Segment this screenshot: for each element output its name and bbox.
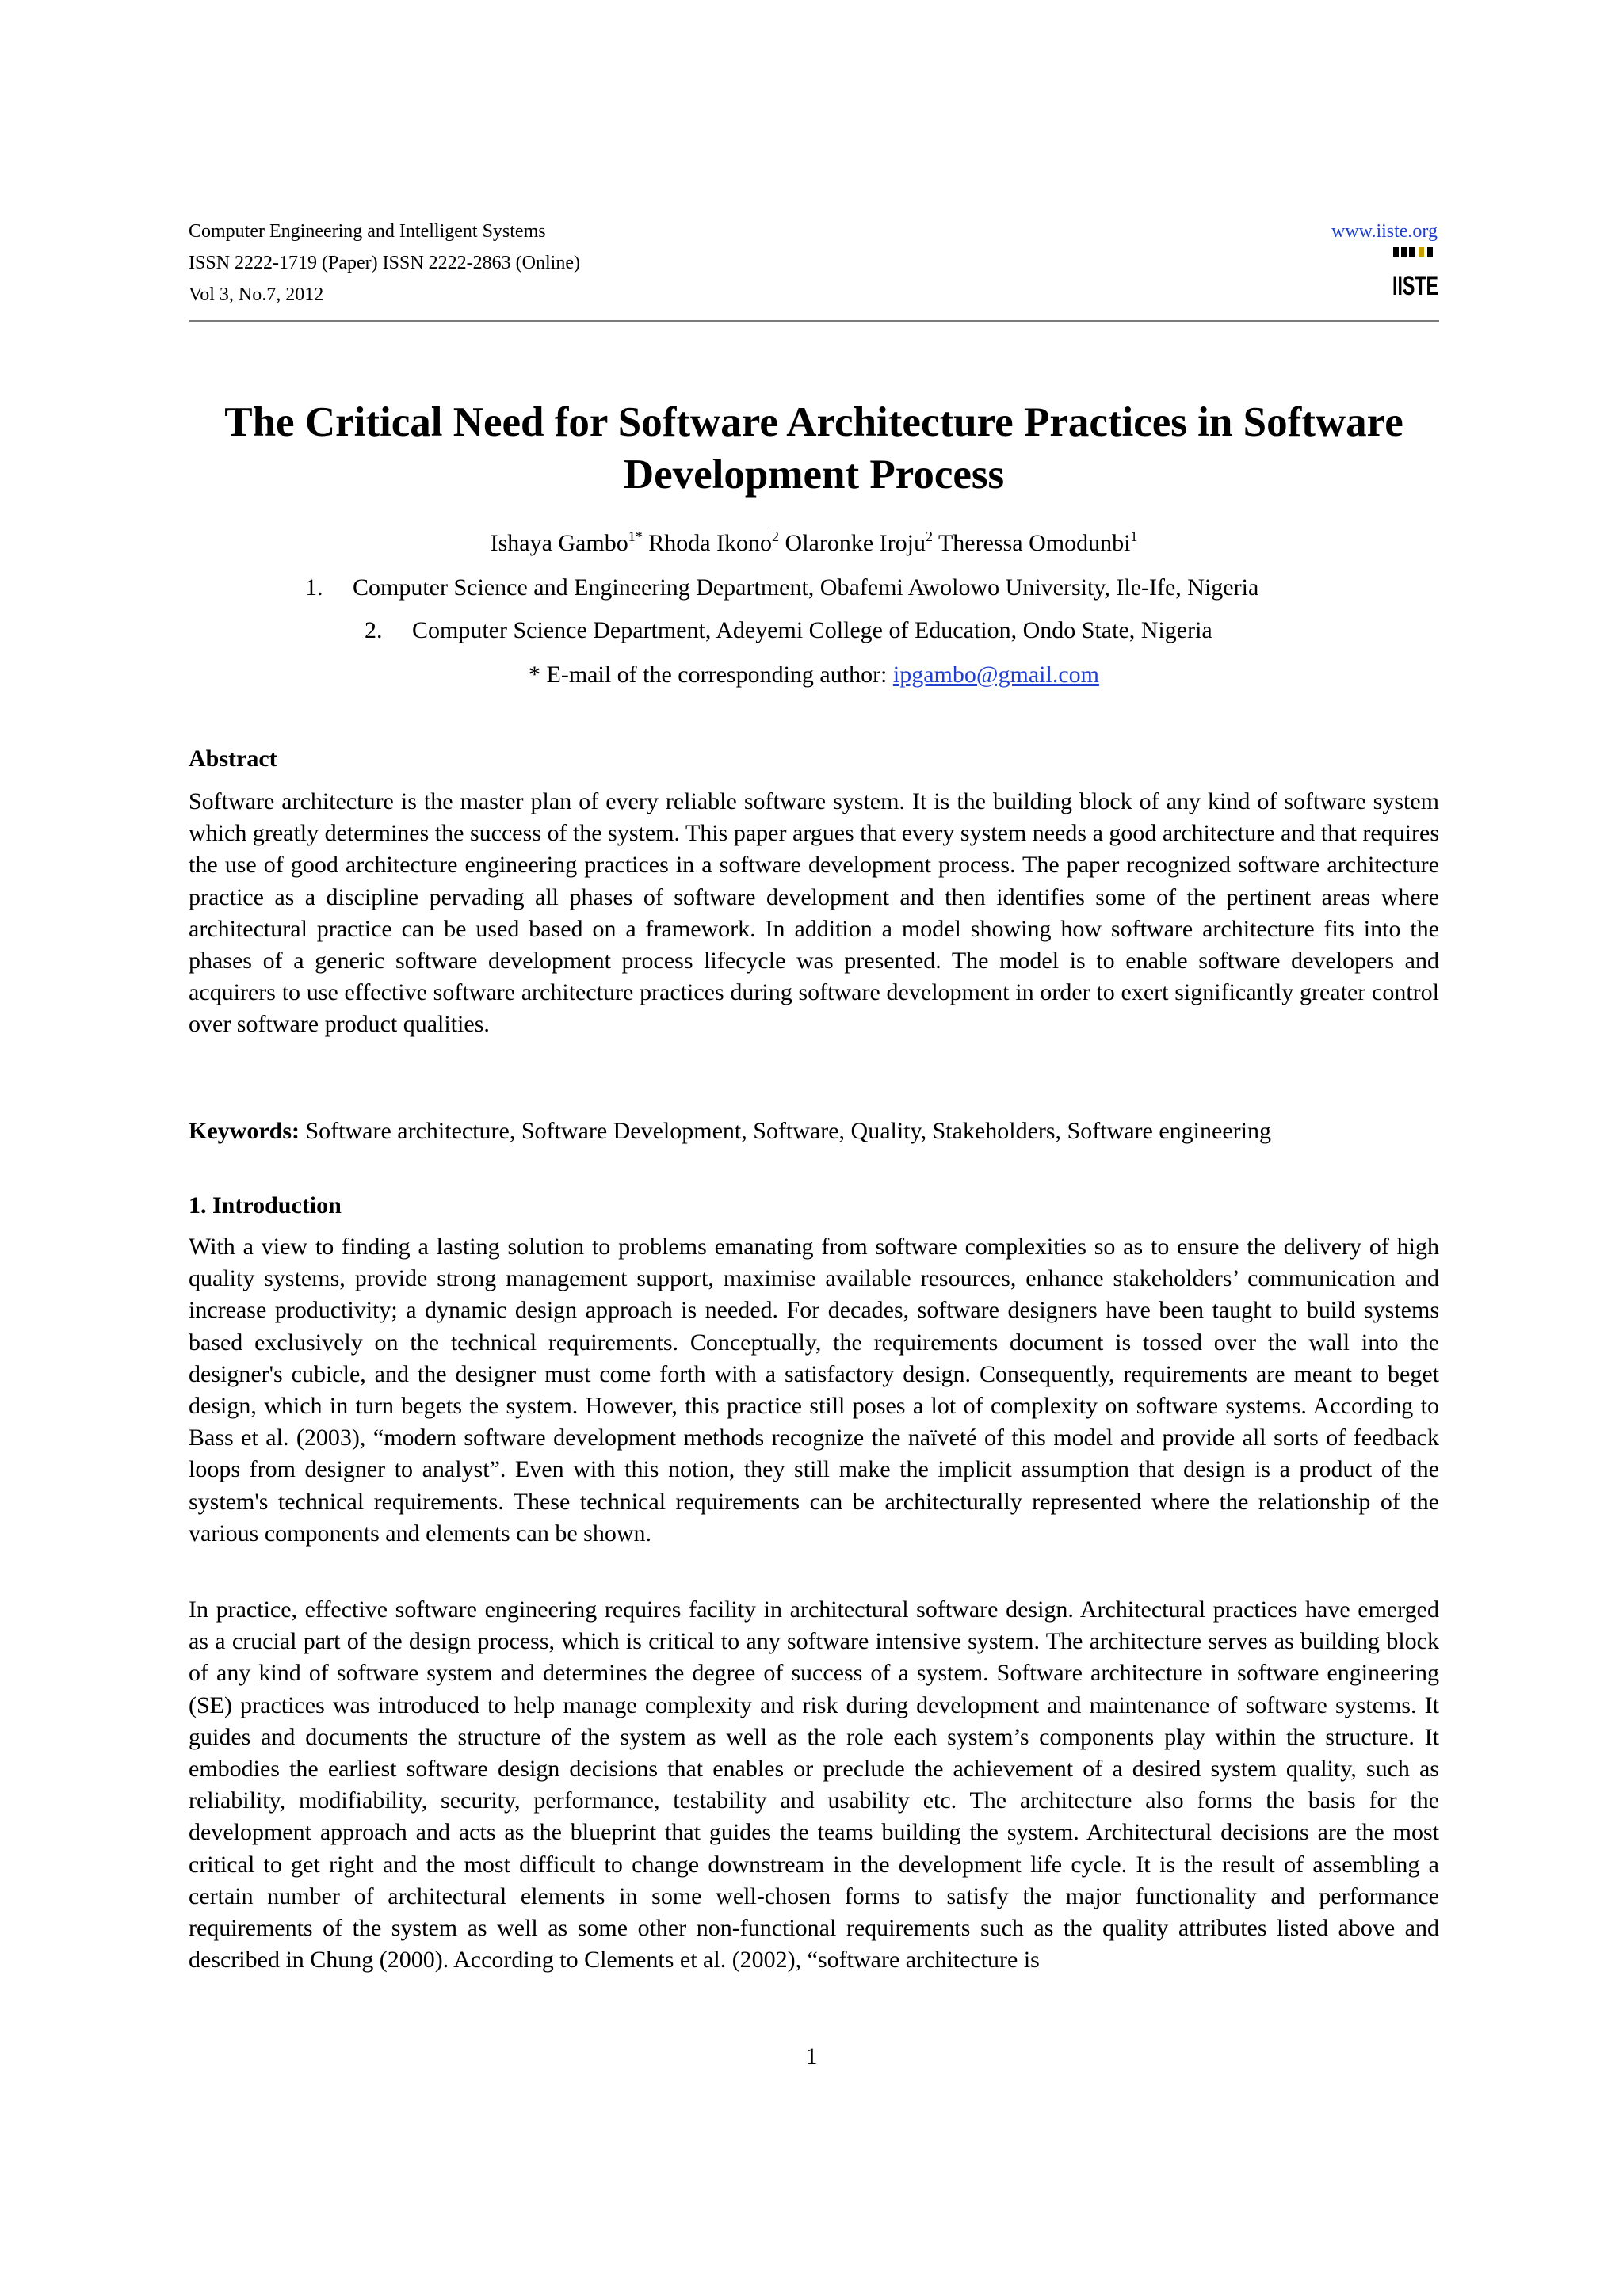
introduction-heading: 1. Introduction bbox=[189, 1192, 342, 1219]
volume-line: Vol 3, No.7, 2012 bbox=[189, 284, 324, 305]
journal-name: Computer Engineering and Intelligent Systems bbox=[189, 221, 546, 242]
author-name: Theressa Omodunbi bbox=[938, 530, 1131, 556]
svg-text:IISTE: IISTE bbox=[1392, 271, 1438, 301]
author-affiliation-mark: 1 bbox=[1130, 528, 1138, 544]
page-number: 1 bbox=[805, 2043, 818, 2069]
author-affiliation-mark: 1* bbox=[628, 528, 643, 544]
abstract-text: Software architecture is the master plan of every reliable software system. It is the building block of any kind of software system which greatly determines the success of the system. This paper argues that every system needs a good architecture and that requires the use of good architecture engineering practices in a software development process. The paper recognized software architecture practice as a discipline pervading all phases of software development and then identifies some of the pertinent areas where architectural practice can be used based on a framework. In addition a model showing how software architecture fits into the phases of a generic software development process lifecycle was presented. The model is to enable software developers and acquirers to use effective software architecture practices during software development in order to exert significantly greater control over software product qualities. bbox=[189, 788, 1439, 1038]
keywords-label: Keywords: bbox=[189, 1118, 300, 1144]
header-rule bbox=[189, 320, 1439, 322]
affiliation-2 bbox=[365, 613, 1212, 648]
author-name: Olaronke Iroju bbox=[785, 530, 926, 556]
issn-line: ISSN 2222-1719 (Paper) ISSN 2222-2863 (Online) bbox=[189, 253, 580, 273]
author-name: Rhoda Ikono bbox=[648, 530, 773, 556]
iiste-logo-icon bbox=[1392, 246, 1439, 299]
author-affiliation-mark: 2 bbox=[772, 528, 780, 544]
affiliation-number: 1. bbox=[305, 574, 323, 601]
abstract-heading: Abstract bbox=[189, 746, 277, 772]
introduction-paragraph-2: In practice, effective software engineering requires facility in architectural software design. Architectural practices have emerged as a crucial part of the design process, which is critical to any software intensive system. The architecture serves as building block of any kind of software system and determines the degree of success of a system. Software architecture in software engineering (SE) practices was introduced to help manage complexity and risk during development and maintenance of software systems. It guides and documents the structure of the system as well as the role each system’s components play within the structure. It embodies the earliest software design decisions that enables or preclude the achievement of a desired system quality, such as reliability, modifiability, security, performance, testability and usability etc. The architecture also forms the basis for the development approach and acts as the blueprint that guides the teams building the system. Architectural decisions are the most critical to get right and the most difficult to change downstream in the development life cycle. It is the result of assembling a certain number of architectural elements in some well-chosen forms to satisfy the major functionality and performance requirements of the system as well as some other non-functional requirements such as the quality attributes listed above and described in Chung (2000). According to Clements et al. (2002), “software architecture is bbox=[189, 1596, 1439, 1974]
affiliation-text: Computer Science and Engineering Department, Obafemi Awolowo University, Ile-Ife, Nigeria bbox=[353, 574, 1259, 601]
author-name: Ishaya Gambo bbox=[490, 530, 628, 556]
email-link[interactable]: ipgambo@gmail.com bbox=[892, 662, 1099, 688]
introduction-paragraph-1: With a view to finding a lasting solution to problems emanating from software complexities so as to ensure the delivery of high quality systems, provide strong management support, maximise available resources, enhance stakeholders’ communication and increase productivity; a dynamic design approach is needed. For decades, software designers have been taught to build systems based exclusively on the technical requirements. Conceptually, the requirements document is tossed over the wall into the designer's cubicle, and the designer must come forth with a satisfactory design. Consequently, requirements are meant to beget design, which in turn begets the system. However, this practice still poses a lot of complexity on software systems. According to Bass et al. (2003), “modern software development methods recognize the naïveté of this model and provide all sorts of feedback loops from designer to analyst”. Even with this notion, they still make the implicit assumption that design is a product of the system's technical requirements. These technical requirements can be architecturally represented where the relationship of the various components and elements can be shown. bbox=[189, 1234, 1439, 1547]
keywords-text: Software architecture, Software Development, Software, Quality, Stakeholders, Software engineering bbox=[299, 1118, 1271, 1144]
affiliation-text: Computer Science Department, Adeyemi College of Education, Ondo State, Nigeria bbox=[412, 617, 1212, 643]
website-link[interactable]: www.iiste.org bbox=[1331, 221, 1438, 242]
affiliation-1 bbox=[305, 570, 1258, 605]
title-line-1: The Critical Need for Software Architecture Practices in Software bbox=[224, 399, 1403, 445]
author-list bbox=[189, 526, 1439, 561]
paper-title bbox=[189, 396, 1439, 501]
email-label: * E-mail of the corresponding author: bbox=[529, 662, 893, 688]
keywords-line bbox=[189, 1116, 1439, 1147]
corresponding-author-line bbox=[189, 658, 1439, 692]
journal-header bbox=[189, 215, 580, 311]
affiliation-number: 2. bbox=[365, 617, 383, 643]
author-affiliation-mark: 2 bbox=[925, 528, 933, 544]
title-line-2: Development Process bbox=[623, 452, 1005, 498]
